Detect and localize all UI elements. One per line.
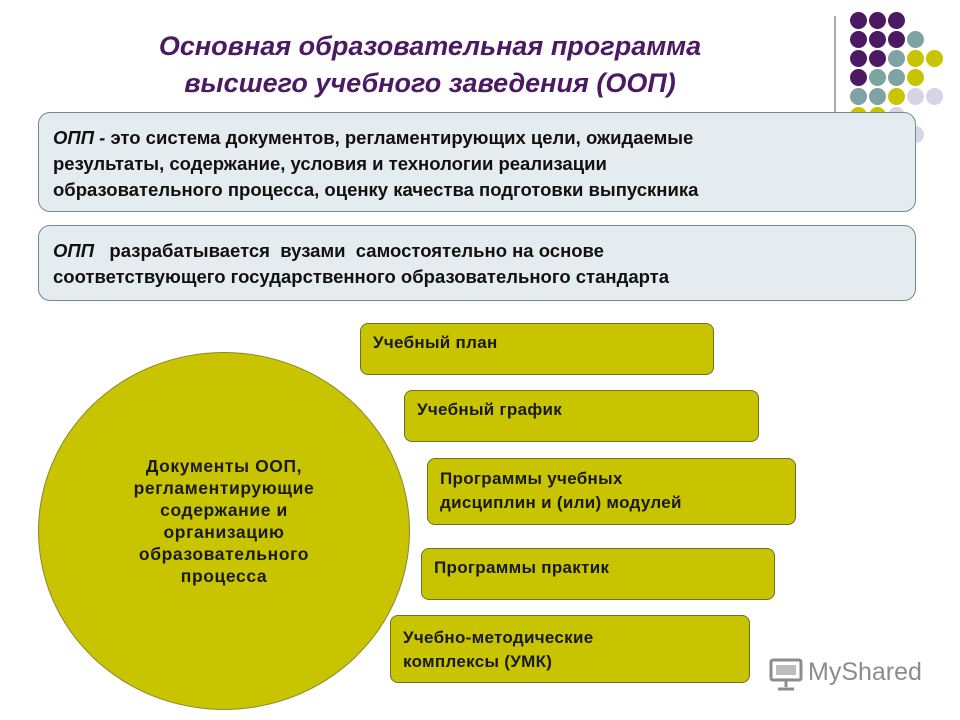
page-title-line: Основная образовательная программа bbox=[158, 31, 702, 61]
document-label: Учебно-методические bbox=[403, 628, 594, 647]
document-box-course-programs bbox=[427, 458, 796, 525]
decor-dot bbox=[907, 69, 924, 86]
central-node-line: регламентирующие bbox=[133, 478, 315, 498]
decor-dot bbox=[850, 69, 867, 86]
definition-term: ОПП - bbox=[53, 127, 106, 148]
watermark-logo bbox=[766, 654, 926, 694]
definition-line bbox=[53, 125, 901, 151]
document-label: дисциплин и (или) модулей bbox=[440, 493, 682, 512]
document-box-curriculum bbox=[360, 323, 714, 375]
definition-line: образовательного процесса, оценку качества подготовки выпускника bbox=[53, 179, 699, 200]
decor-dot bbox=[850, 50, 867, 67]
decor-dot bbox=[869, 69, 886, 86]
decor-dot bbox=[888, 88, 905, 105]
definition-box bbox=[38, 112, 916, 212]
document-label: комплексы (УМК) bbox=[403, 652, 553, 671]
decor-dot bbox=[926, 88, 943, 105]
central-node-line: образовательного bbox=[138, 544, 310, 564]
development-line bbox=[53, 238, 901, 264]
document-label: Программы учебных bbox=[440, 469, 623, 488]
decor-dot bbox=[869, 50, 886, 67]
decor-dot bbox=[907, 31, 924, 48]
central-node-line: Документы ООП, bbox=[145, 456, 303, 476]
document-box-schedule bbox=[404, 390, 759, 442]
decor-dot bbox=[850, 31, 867, 48]
central-node-line: организацию bbox=[163, 522, 285, 542]
decor-dot bbox=[888, 50, 905, 67]
development-line: соответствующего государственного образовательного стандарта bbox=[53, 266, 670, 287]
definition-text: это система документов, регламентирующих цели, ожидаемые bbox=[105, 127, 694, 148]
development-text: разрабатывается вузами самостоятельно на основе bbox=[94, 240, 604, 261]
central-node-line: содержание и bbox=[160, 500, 288, 520]
decor-dot bbox=[907, 88, 924, 105]
decor-dot bbox=[907, 50, 924, 67]
decor-dot bbox=[869, 12, 886, 29]
central-node-circle bbox=[38, 352, 410, 710]
watermark-text: MyShared bbox=[808, 658, 922, 686]
definition-line: результаты, содержание, условия и технологии реализации bbox=[53, 153, 607, 174]
document-label: Учебный план bbox=[373, 333, 498, 352]
presentation-board-icon bbox=[768, 656, 804, 692]
central-node-line: процесса bbox=[180, 566, 268, 586]
decor-dot bbox=[869, 31, 886, 48]
document-label: Программы практик bbox=[434, 558, 610, 577]
decor-dot bbox=[888, 12, 905, 29]
page-title-line: высшего учебного заведения (ООП) bbox=[184, 68, 676, 98]
decor-dot bbox=[888, 31, 905, 48]
decor-dot bbox=[869, 88, 886, 105]
decor-dot bbox=[850, 88, 867, 105]
development-term: ОПП bbox=[53, 240, 95, 261]
decor-dot bbox=[888, 69, 905, 86]
document-box-practice-programs bbox=[421, 548, 775, 600]
development-box bbox=[38, 225, 916, 301]
page-title bbox=[80, 28, 780, 102]
document-box-umk bbox=[390, 615, 750, 683]
decor-dot bbox=[850, 12, 867, 29]
decor-dot bbox=[926, 50, 943, 67]
document-label: Учебный график bbox=[417, 400, 563, 419]
